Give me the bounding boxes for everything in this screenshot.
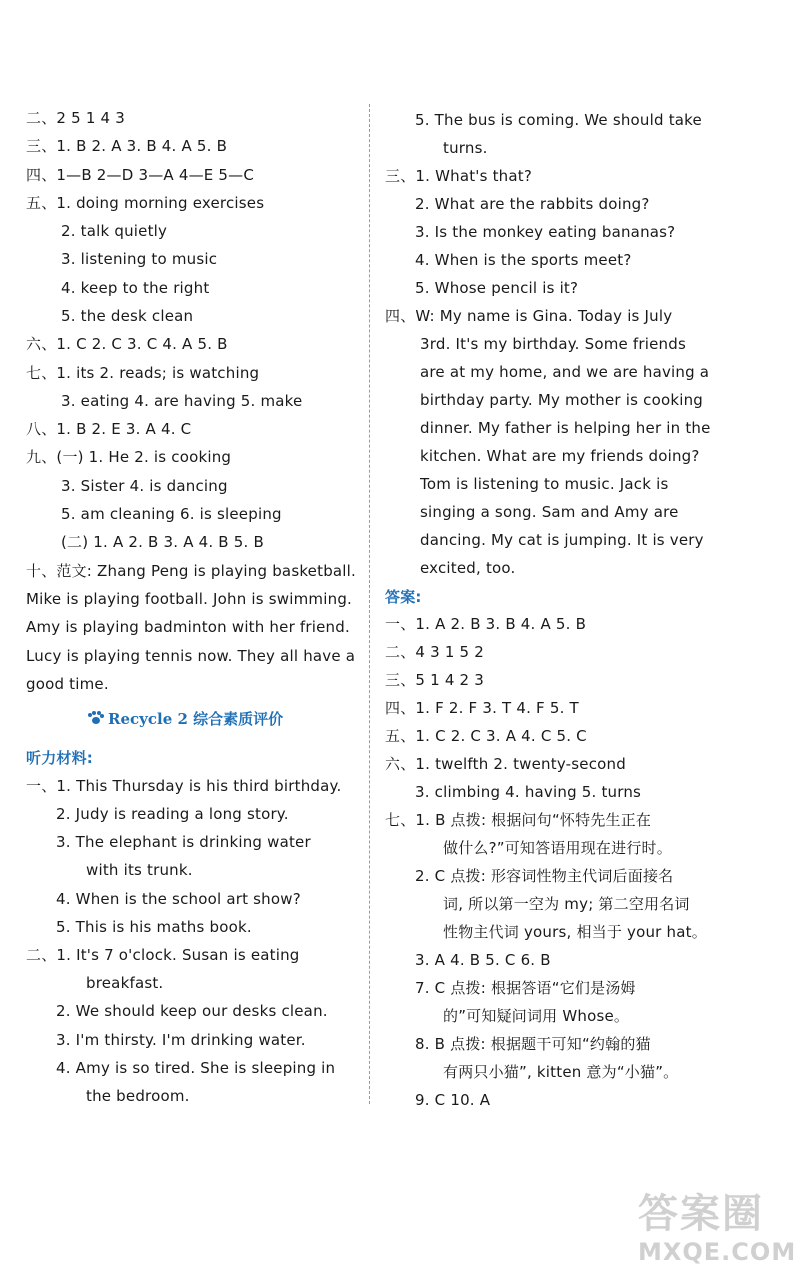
right-line: 5. The bus is coming. We should take xyxy=(415,111,702,129)
right-line: 七、1. B 点拨: 根据问句“怀特先生正在 xyxy=(385,811,652,829)
paw-icon xyxy=(88,711,104,725)
left-line: 五、1. doing morning exercises xyxy=(26,194,265,212)
left-line: 一、1. This Thursday is his third birthday. xyxy=(26,777,342,795)
column-divider xyxy=(369,104,370,1104)
right-line: 4. When is the sports meet? xyxy=(415,251,632,269)
left-line: 3. The elephant is drinking water xyxy=(56,833,311,851)
right-line: 四、1. F 2. F 3. T 4. F 5. T xyxy=(385,699,579,717)
left-line: 八、1. B 2. E 3. A 4. C xyxy=(26,420,192,438)
right-line: 9. C 10. A xyxy=(415,1091,491,1109)
left-line: Mike is playing football. John is swimming. xyxy=(26,590,353,608)
left-line: Amy is playing badminton with her friend. xyxy=(26,618,350,636)
watermark-logo-text: 答案圈 xyxy=(638,1191,764,1237)
right-line: 3rd. It's my birthday. Some friends xyxy=(420,335,686,353)
right-line: Tom is listening to music. Jack is xyxy=(420,475,669,493)
right-line: 一、1. A 2. B 3. B 4. A 5. B xyxy=(385,615,587,633)
left-line: (二) 1. A 2. B 3. A 4. B 5. B xyxy=(61,533,264,551)
left-line: 四、1—B 2—D 3—A 4—E 5—C xyxy=(26,166,255,184)
left-line: 九、(一) 1. He 2. is cooking xyxy=(26,448,232,466)
left-line: breakfast. xyxy=(86,974,164,992)
left-line: 听力材料: xyxy=(26,749,93,767)
watermark xyxy=(638,1190,798,1276)
right-line: 答案: xyxy=(385,588,422,606)
right-line: 5. Whose pencil is it? xyxy=(415,279,579,297)
left-line: 十、范文: Zhang Peng is playing basketball. xyxy=(26,562,357,580)
right-line: turns. xyxy=(443,139,488,157)
right-line: 2. What are the rabbits doing? xyxy=(415,195,650,213)
right-line: 做什么?”可知答语用现在进行时。 xyxy=(443,839,672,857)
right-line: singing a song. Sam and Amy are xyxy=(420,503,679,521)
right-line: 词, 所以第一空为 my; 第二空用名词 xyxy=(443,895,690,913)
left-line: good time. xyxy=(26,675,109,693)
right-line: dinner. My father is helping her in the xyxy=(420,419,711,437)
right-line: birthday party. My mother is cooking xyxy=(420,391,704,409)
right-line: 2. C 点拨: 形容词性物主代词后面接名 xyxy=(415,867,674,885)
right-line: kitchen. What are my friends doing? xyxy=(420,447,700,465)
left-line: 5. This is his maths book. xyxy=(56,918,252,936)
left-line: with its trunk. xyxy=(86,861,193,879)
right-line: 五、1. C 2. C 3. A 4. C 5. C xyxy=(385,727,587,745)
left-line: 3. Sister 4. is dancing xyxy=(61,477,228,495)
left-line: 2. talk quietly xyxy=(61,222,168,240)
left-line: Lucy is playing tennis now. They all have a xyxy=(26,647,356,665)
left-line: 3. I'm thirsty. I'm drinking water. xyxy=(56,1031,306,1049)
left-line: 六、1. C 2. C 3. C 4. A 5. B xyxy=(26,335,228,353)
left-line: 三、1. B 2. A 3. B 4. A 5. B xyxy=(26,137,228,155)
watermark-url: MXQE.COM xyxy=(638,1238,797,1266)
left-line: 5. the desk clean xyxy=(61,307,194,325)
left-line: 4. keep to the right xyxy=(61,279,210,297)
left-line: 二、1. It's 7 o'clock. Susan is eating xyxy=(26,946,300,964)
left-line: 七、1. its 2. reads; is watching xyxy=(26,364,260,382)
section-title xyxy=(88,708,283,729)
left-line: 3. eating 4. are having 5. make xyxy=(61,392,303,410)
left-line: 4. When is the school art show? xyxy=(56,890,301,908)
right-line: 二、4 3 1 5 2 xyxy=(385,643,484,661)
right-line: 的”可知疑问词用 Whose。 xyxy=(443,1007,630,1025)
right-line: 六、1. twelfth 2. twenty-second xyxy=(385,755,626,773)
right-line: are at my home, and we are having a xyxy=(420,363,710,381)
right-line: 三、5 1 4 2 3 xyxy=(385,671,484,689)
right-line: 有两只小猫”, kitten 意为“小猫”。 xyxy=(443,1063,679,1081)
right-line: 性物主代词 yours, 相当于 your hat。 xyxy=(443,923,707,941)
left-line: 3. listening to music xyxy=(61,250,218,268)
section-title-text: Recycle 2 综合素质评价 xyxy=(108,710,284,728)
right-line: 3. A 4. B 5. C 6. B xyxy=(415,951,551,969)
right-line: 三、1. What's that? xyxy=(385,167,533,185)
right-line: 8. B 点拨: 根据题干可知“约翰的猫 xyxy=(415,1035,651,1053)
right-line: 四、W: My name is Gina. Today is July xyxy=(385,307,673,325)
left-line: 5. am cleaning 6. is sleeping xyxy=(61,505,282,523)
right-line: 3. Is the monkey eating bananas? xyxy=(415,223,676,241)
right-line: 3. climbing 4. having 5. turns xyxy=(415,783,642,801)
left-line: the bedroom. xyxy=(86,1087,190,1105)
right-line: 7. C 点拨: 根据答语“它们是汤姆 xyxy=(415,979,636,997)
right-line: dancing. My cat is jumping. It is very xyxy=(420,531,704,549)
left-line: 二、2 5 1 4 3 xyxy=(26,109,125,127)
left-line: 4. Amy is so tired. She is sleeping in xyxy=(56,1059,336,1077)
left-line: 2. Judy is reading a long story. xyxy=(56,805,289,823)
right-line: excited, too. xyxy=(420,559,516,577)
left-line: 2. We should keep our desks clean. xyxy=(56,1002,328,1020)
